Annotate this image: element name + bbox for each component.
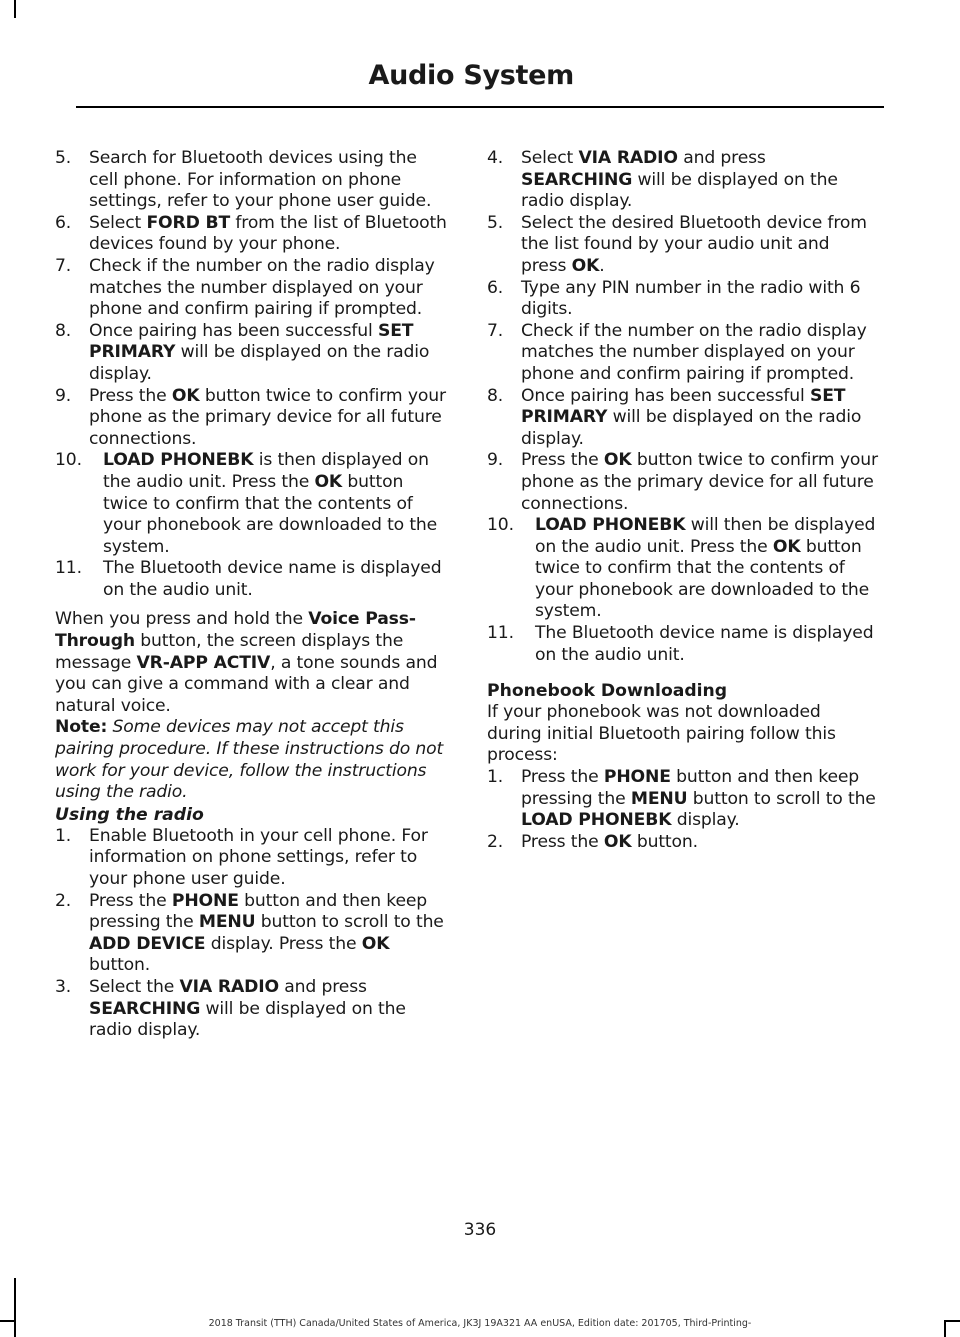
left-column bbox=[55, 148, 447, 1042]
list-item: 5. Select the desired Bluetooth device from the list found by your audio unit and press OK. bbox=[487, 212, 867, 276]
list-item: 2. Press the PHONE button and then keep pressing the MENU button to scroll to the ADD DEVICE display. Press the OK button. bbox=[55, 890, 444, 976]
list-item: 1. Enable Bluetooth in your cell phone. For information on phone settings, refer to your phone user guide. bbox=[55, 825, 428, 889]
page-number: 336 bbox=[463, 1220, 497, 1240]
note-paragraph: Note: Some devices may not accept this pairing procedure. If these instructions do not work for your device, follow the instructions using the radio. bbox=[55, 717, 444, 803]
crop-mark-top-left bbox=[14, 0, 16, 18]
list-item: 10. LOAD PHONEBK is then displayed on the audio unit. Press the OK button twice to confirm that the contents of your phonebook are downloaded to the system. bbox=[55, 450, 438, 557]
list-item: 11. The Bluetooth device name is displayed on the audio unit. bbox=[487, 623, 874, 665]
list-item: 9. Press the OK button twice to confirm your phone as the primary device for all future connections. bbox=[55, 385, 446, 449]
header-divider bbox=[76, 106, 884, 108]
section-heading: Phonebook Downloading bbox=[487, 681, 728, 702]
list-item: 7. Check if the number on the radio display matches the number displayed on your phone and confirm pairing if prompted. bbox=[55, 255, 435, 320]
footer-edition-info: 2018 Transit (TTH) Canada/United States of America, JK3J 19A321 AA enUSA, Edition date: 201705, Third-Printing- bbox=[208, 1318, 752, 1329]
list-item: 7. Check if the number on the radio display matches the number displayed on your phone and confirm pairing if prompted. bbox=[487, 320, 867, 384]
list-item: 1. Press the PHONE button and then keep pressing the MENU button to scroll to the LOAD PHONEBK display. bbox=[487, 767, 876, 831]
list-item: 2. Press the OK button. bbox=[487, 831, 698, 852]
section-heading: Using the radio bbox=[55, 804, 204, 825]
list-item: 3. Select the VIA RADIO and press SEARCHING will be displayed on the radio display. bbox=[55, 976, 406, 1041]
list-item: 6. Select FORD BT from the list of Bluetooth devices found by your phone. bbox=[55, 212, 447, 255]
list-item: 9. Press the OK button twice to confirm your phone as the primary device for all future connections. bbox=[487, 450, 878, 514]
list-item: 8. Once pairing has been successful SET PRIMARY will be displayed on the radio display. bbox=[55, 320, 430, 384]
right-column bbox=[487, 148, 879, 853]
page-title: Audio System bbox=[368, 60, 574, 91]
voice-pass-through-paragraph: When you press and hold the Voice Pass-Through button, the screen displays the message VR-APP ACTIV, a tone sounds and you can give a command with a clear and natural voice. bbox=[55, 609, 438, 716]
list-item: 4. Select VIA RADIO and press SEARCHING will be displayed on the radio display. bbox=[487, 148, 838, 212]
list-item: 10. LOAD PHONEBK will then be displayed on the audio unit. Press the OK button twice to confirm that the contents of your phonebook are downloaded to the system. bbox=[487, 515, 876, 622]
list-item: 8. Once pairing has been successful SET PRIMARY will be displayed on the radio display. bbox=[487, 385, 862, 449]
list-item: 11. The Bluetooth device name is displayed on the audio unit. bbox=[55, 558, 442, 600]
phonebook-intro-paragraph: If your phonebook was not downloaded during initial Bluetooth pairing follow this process: bbox=[487, 702, 836, 766]
list-item: 6. Type any PIN number in the radio with 6 digits. bbox=[487, 277, 861, 320]
list-item: 5. Search for Bluetooth devices using the cell phone. For information on phone settings, refer to your phone user guide. bbox=[55, 148, 432, 212]
